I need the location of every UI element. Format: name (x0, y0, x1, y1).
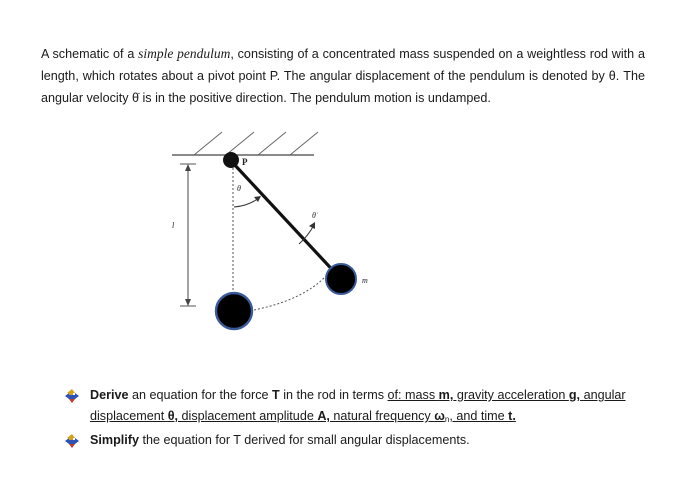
intro-term: simple pendulum (138, 46, 231, 61)
task-derive-text: displacement amplitude (178, 409, 318, 423)
task-derive-verb: Derive (90, 388, 129, 402)
four-way-arrow-icon (65, 389, 79, 403)
pendulum-mass (326, 264, 356, 294)
ceiling-hatching (194, 132, 318, 155)
task-simplify-text: the equation for T derived for small angular displacements. (139, 433, 470, 447)
theta-label: θ (237, 184, 241, 193)
task-derive-theta: θ, (167, 409, 179, 423)
pivot-point (223, 152, 239, 168)
rest-mass (216, 293, 252, 329)
task-derive-of: of: (387, 388, 402, 402)
task-derive-text: angular displacement (90, 388, 626, 423)
task-derive-text: , and time (449, 409, 509, 423)
intro-text-1: A schematic of a (41, 47, 139, 61)
task-derive-g: g, (568, 388, 581, 402)
pendulum-figure (168, 128, 380, 338)
intro-text-2: , consisting of a concentrated mass suspended on a weightless rod with a length, which rotates about a pivot point P. The angular displacement of the pendulum is denoted by θ. The angular velocity θ̇ is in the positive direction. The pendulum motion is undamped. (41, 47, 645, 105)
pivot-label: P (242, 157, 248, 167)
length-arrow-down (185, 299, 191, 306)
task-list (64, 385, 654, 451)
task-derive-T: T (272, 388, 280, 402)
length-arrow-up (185, 164, 191, 171)
task-derive (64, 385, 654, 430)
theta-dot-label: θ̇ (312, 211, 316, 220)
pendulum-rod (232, 162, 340, 278)
mass-label: m (362, 276, 368, 285)
task-derive-omega-sub: n (444, 415, 450, 424)
task-simplify (64, 430, 654, 451)
task-derive-text: natural frequency (329, 409, 435, 423)
pendulum-diagram (168, 128, 380, 338)
task-derive-text: gravity acceleration (453, 388, 569, 402)
theta-arc (234, 198, 259, 207)
task-derive-A: A, (317, 409, 330, 423)
task-derive-omega: ω (434, 409, 445, 423)
task-derive-text: in the rod in terms (279, 388, 388, 402)
intro-paragraph (41, 43, 645, 109)
length-label: l (172, 221, 175, 230)
task-derive-text: an equation for the force (128, 388, 273, 402)
task-derive-t: t. (508, 409, 516, 423)
swing-path (254, 276, 326, 310)
task-derive-m: m, (438, 388, 454, 402)
task-derive-text: mass (401, 388, 439, 402)
four-way-arrow-icon (65, 434, 79, 448)
task-simplify-verb: Simplify (90, 433, 139, 447)
